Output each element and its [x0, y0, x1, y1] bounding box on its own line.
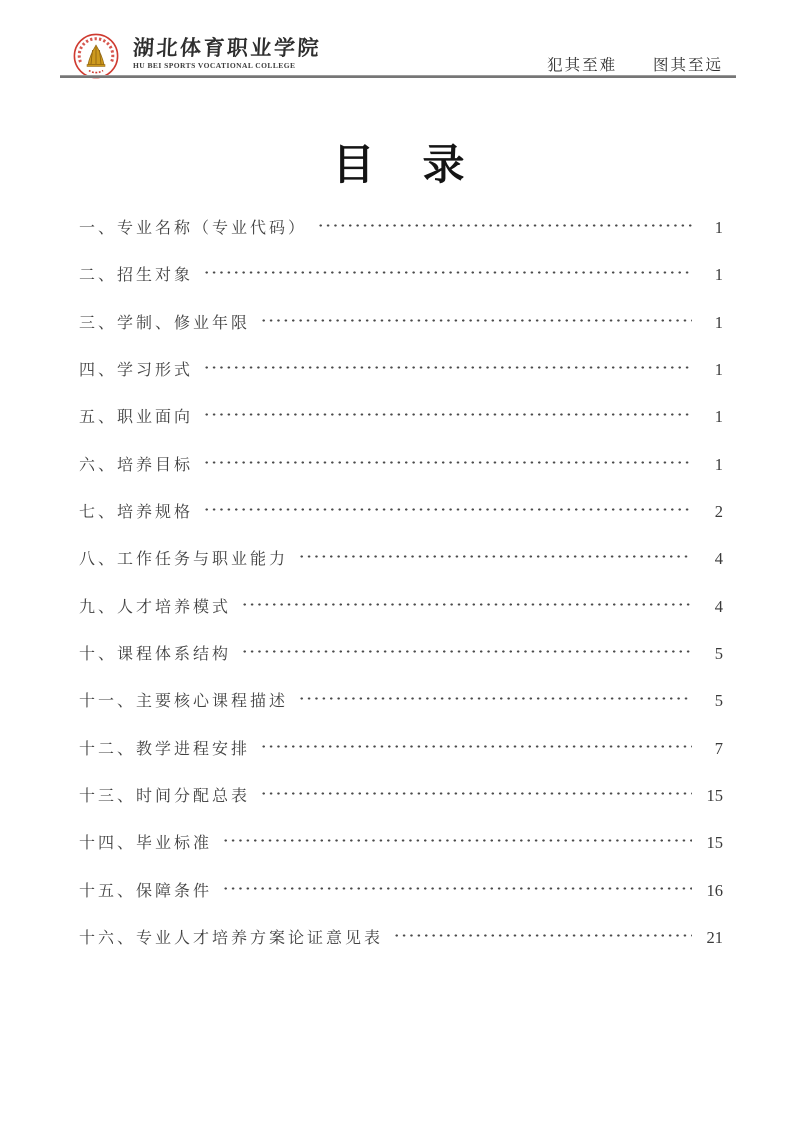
- toc-entry-page-number: 1: [714, 407, 723, 427]
- toc-dot-leader: [222, 881, 692, 902]
- toc-entry-label: 十一、主要核心课程描述: [79, 693, 289, 711]
- toc-entry-row[interactable]: [79, 881, 723, 902]
- toc-list: [79, 218, 723, 949]
- toc-dot-leader: [260, 313, 692, 334]
- toc-dot-leader: [241, 644, 692, 665]
- toc-dot-leader: [222, 833, 692, 854]
- toc-entry-row[interactable]: [79, 644, 723, 665]
- toc-entry-row[interactable]: [79, 407, 723, 428]
- toc-dot-leader: [203, 265, 692, 286]
- toc-entry-label: 十二、教学进程安排: [79, 740, 251, 758]
- toc-dot-leader: [260, 786, 692, 807]
- toc-entry-label: 十六、专业人才培养方案论证意见表: [79, 929, 384, 947]
- toc-entry-page-number: 4: [714, 549, 723, 569]
- toc-dot-leader: [317, 218, 692, 239]
- toc-entry-label: 二、招生对象: [79, 267, 194, 285]
- toc-entry-row[interactable]: [79, 597, 723, 618]
- toc-entry-page-number: 1: [714, 265, 723, 285]
- toc-entry-label: 十、课程体系结构: [79, 645, 232, 663]
- toc-entry-label: 十四、毕业标准: [79, 835, 213, 853]
- toc-dot-leader: [298, 691, 692, 712]
- toc-entry-row[interactable]: [79, 833, 723, 854]
- brand-block: [133, 35, 321, 71]
- toc-entry-row[interactable]: [79, 313, 723, 334]
- toc-entry-label: 三、学制、修业年限: [79, 314, 251, 332]
- school-seal-svg: [73, 33, 119, 79]
- page-title: 目 录: [332, 143, 468, 189]
- toc-entry-page-number: 1: [714, 312, 723, 332]
- toc-entry-row[interactable]: [79, 739, 723, 760]
- toc-dot-leader: [260, 739, 692, 760]
- toc-entry-row[interactable]: [79, 502, 723, 523]
- toc-entry-page-number: 21: [706, 927, 723, 947]
- toc-entry-page-number: 15: [706, 785, 723, 805]
- school-motto: [547, 53, 723, 75]
- toc-entry-row[interactable]: [79, 360, 723, 381]
- toc-entry-row[interactable]: [79, 691, 723, 712]
- toc-entry-row[interactable]: [79, 218, 723, 239]
- toc-entry-label: 四、学习形式: [79, 361, 194, 379]
- toc-dot-leader: [298, 549, 692, 570]
- toc-dot-leader: [203, 407, 692, 428]
- toc-entry-label: 一、专业名称（专业代码）: [79, 220, 308, 237]
- toc-entry-row[interactable]: [79, 928, 723, 949]
- toc-entry-page-number: 1: [714, 359, 723, 379]
- toc-entry-page-number: 1: [714, 454, 723, 474]
- toc-dot-leader: [393, 928, 692, 949]
- motto-right: 图其至远: [652, 57, 723, 74]
- school-name-english: HU BEI SPORTS VOCATIONAL COLLEGE: [133, 61, 296, 70]
- toc-entry-page-number: 4: [714, 596, 723, 616]
- toc-entry-label: 六、培养目标: [79, 456, 194, 474]
- header-divider: [60, 75, 736, 78]
- toc-dot-leader: [203, 455, 692, 476]
- toc-entry-page-number: 5: [714, 691, 723, 711]
- toc-dot-leader: [241, 597, 692, 618]
- motto-left: 犯其至难: [547, 57, 618, 74]
- toc-entry-label: 十五、保障条件: [79, 882, 213, 900]
- school-seal-icon: [73, 33, 119, 79]
- toc-entry-page-number: 5: [714, 643, 723, 663]
- toc-entry-row[interactable]: [79, 455, 723, 476]
- toc-entry-label: 五、职业面向: [79, 409, 194, 427]
- toc-dot-leader: [203, 360, 692, 381]
- toc-entry-page-number: 7: [714, 738, 723, 758]
- toc-entry-page-number: 1: [714, 218, 723, 237]
- toc-entry-label: 七、培养规格: [79, 503, 194, 521]
- toc-dot-leader: [203, 502, 692, 523]
- toc-entry-label: 十三、时间分配总表: [79, 787, 251, 805]
- toc-entry-row[interactable]: [79, 549, 723, 570]
- school-name-calligraphy: 湖北体育职业学院: [132, 36, 322, 60]
- toc-entry-label: 八、工作任务与职业能力: [79, 551, 289, 569]
- toc-entry-page-number: 2: [714, 501, 723, 521]
- toc-entry-row[interactable]: [79, 786, 723, 807]
- toc-entry-label: 九、人才培养模式: [79, 598, 232, 616]
- toc-entry-page-number: 16: [706, 880, 723, 900]
- toc-entry-row[interactable]: [79, 265, 723, 286]
- toc-entry-page-number: 15: [706, 833, 723, 853]
